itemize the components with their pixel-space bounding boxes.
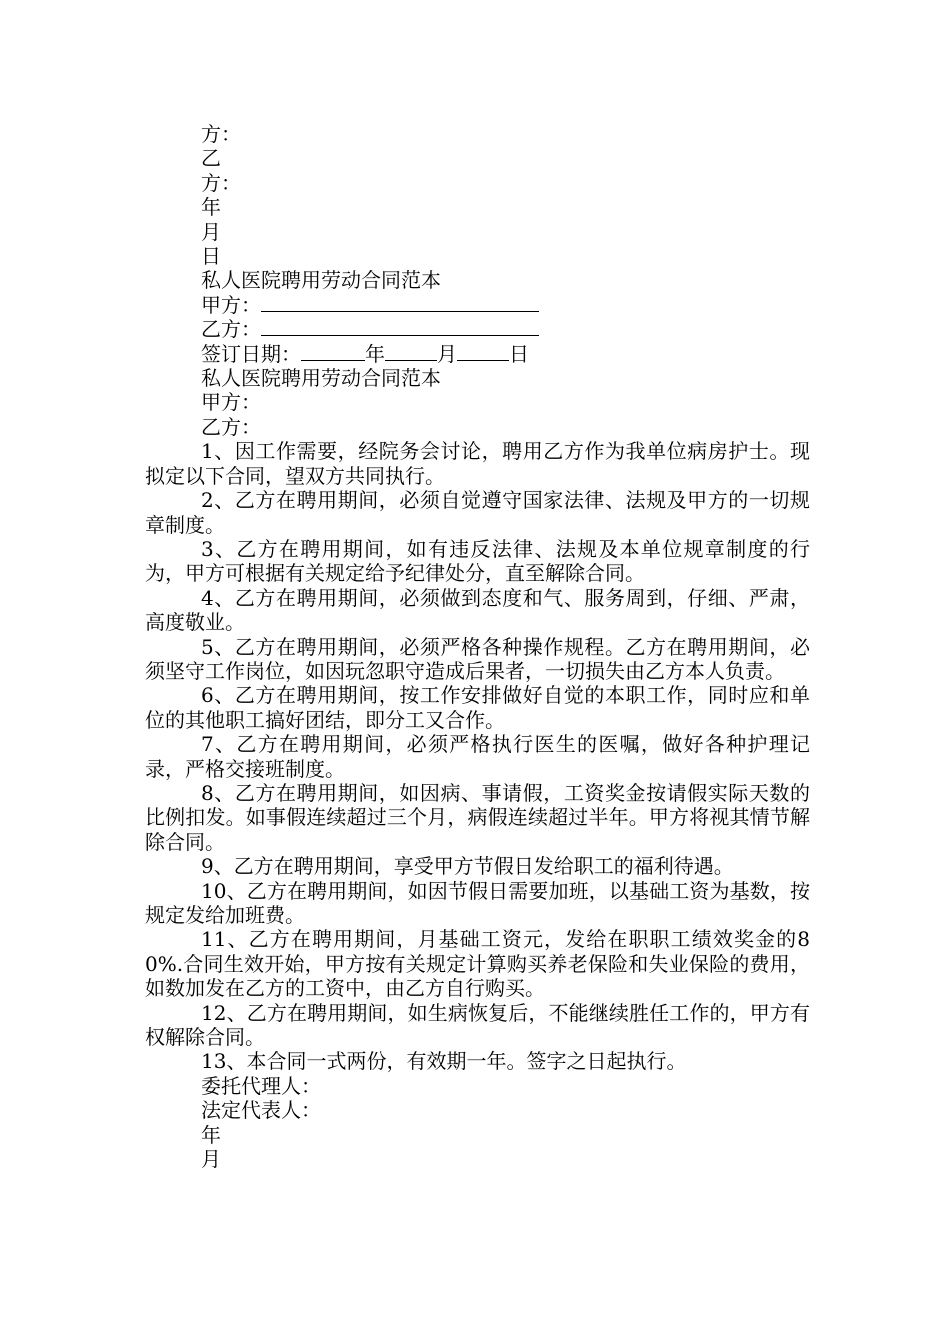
- header-line-3: 方：: [201, 170, 241, 195]
- agent-label: 委托代理人：: [201, 1073, 321, 1098]
- sign-date-label: 签订日期：: [201, 341, 301, 366]
- clause-5: 5、乙方在聘用期间，必须严格各种操作规程。乙方在聘用期间，必须坚守工作岗位，如因玩忽职守造成后果者，一切损失由乙方本人负责。: [145, 634, 810, 683]
- party-b-line: [145, 317, 810, 341]
- footer-month: 月: [201, 1147, 221, 1172]
- party-b-blank: [261, 317, 539, 336]
- header-line-2: 乙: [201, 146, 221, 171]
- party-b-label: 乙方：: [201, 317, 261, 342]
- document-title: 私人医院聘用劳动合同范本: [201, 268, 441, 293]
- sign-month-blank: [385, 342, 437, 361]
- sign-month-label: 月: [437, 341, 457, 366]
- document-title-2: 私人医院聘用劳动合同范本: [201, 366, 441, 391]
- document-body: [145, 122, 810, 1171]
- clause-4: 4、乙方在聘用期间，必须做到态度和气、服务周到，仔细、严肃，高度敬业。: [145, 585, 810, 635]
- sign-day-blank: [457, 342, 509, 361]
- header-line-5: 月: [201, 219, 221, 244]
- sign-day-label: 日: [509, 341, 529, 366]
- clause-9: 9、乙方在聘用期间，享受甲方节假日发给职工的福利待遇。: [201, 854, 734, 879]
- clause-7: 7、乙方在聘用期间，必须严格执行医生的医嘱，做好各种护理记录，严格交接班制度。: [145, 732, 810, 781]
- clause-12: 12、乙方在聘用期间，如生病恢复后，不能继续胜任工作的，甲方有权解除合同。: [145, 1000, 810, 1050]
- clause-11: 11、乙方在聘用期间，月基础工资元，发给在职职工绩效奖金的80%.合同生效开始，甲方按有关规定计算购买养老保险和失业保险的费用，如数加发在乙方的工资中，由乙方自行购买。: [145, 927, 810, 1001]
- clause-3: 3、乙方在聘用期间，如有违反法律、法规及本单位规章制度的行为，甲方可根据有关规定给予纪律处分，直至解除合同。: [145, 536, 810, 586]
- sign-year-label: 年: [365, 341, 385, 366]
- header-line-1: 方：: [201, 122, 241, 146]
- party-a-blank: [261, 293, 539, 312]
- clause-6: 6、乙方在聘用期间，按工作安排做好自觉的本职工作，同时应和单位的其他职工搞好团结，即分工又合作。: [145, 683, 810, 732]
- sign-date-line: [145, 342, 810, 366]
- legal-rep-label: 法定代表人：: [201, 1098, 321, 1123]
- sign-year-blank: [301, 342, 365, 361]
- clause-13: 13、本合同一式两份，有效期一年。签字之日起执行。: [201, 1049, 687, 1074]
- clause-8: 8、乙方在聘用期间，如因病、事请假，工资奖金按请假实际天数的比例扣发。如事假连续超过三个月，病假连续超过半年。甲方将视其情节解除合同。: [145, 780, 810, 854]
- party-b-label-2: 乙方：: [201, 414, 261, 439]
- clause-1: 1、因工作需要，经院务会讨论，聘用乙方作为我单位病房护士。现拟定以下合同，望双方共同执行。: [145, 439, 810, 488]
- header-line-4: 年: [201, 195, 221, 220]
- footer-year: 年: [201, 1122, 221, 1147]
- header-line-6: 日: [201, 244, 221, 269]
- party-a-label-2: 甲方：: [201, 390, 261, 415]
- party-a-label: 甲方：: [201, 292, 261, 317]
- clause-2: 2、乙方在聘用期间，必须自觉遵守国家法律、法规及甲方的一切规章制度。: [145, 488, 810, 537]
- clause-10: 10、乙方在聘用期间，如因节假日需要加班，以基础工资为基数，按规定发给加班费。: [145, 878, 810, 927]
- party-a-line: [145, 293, 810, 317]
